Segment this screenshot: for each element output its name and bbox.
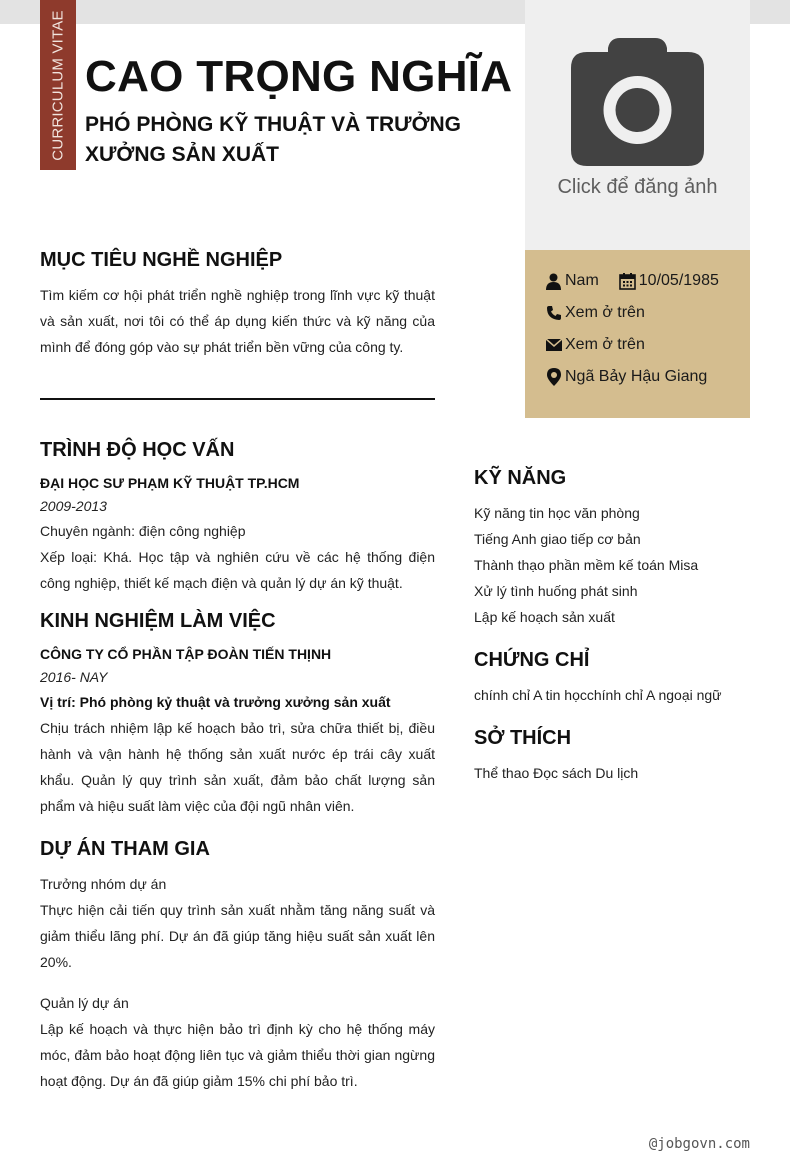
cv-tag-text: CURRICULUM VITAE [49, 9, 67, 161]
calendar-icon [619, 273, 636, 290]
projects-heading: DỰ ÁN THAM GIA [40, 838, 210, 860]
contact-address: Ngã Bảy Hậu Giang [565, 368, 708, 385]
education-detail: Xếp loại: Khá. Học tập và nghiên cứu về các hệ thống điện công nghiệp, thiết kế mạch điện và quản lý dự án kỹ thuật. [40, 549, 435, 591]
location-pin-icon [545, 369, 562, 386]
contact-address-row [545, 368, 707, 386]
candidate-name: CAO TRỌNG NGHĨA [85, 52, 513, 101]
skill-item: Kỹ năng tin học văn phòng [474, 505, 640, 521]
contact-phone-row [545, 304, 645, 322]
camera-icon [570, 36, 705, 166]
skill-item: Xử lý tình huống phát sinh [474, 583, 638, 599]
education-heading: TRÌNH ĐỘ HỌC VẤN [40, 439, 235, 461]
experience-period: 2016- NAY [40, 669, 108, 685]
candidate-role: PHÓ PHÒNG KỸ THUẬT VÀ TRƯỞNG XƯỞNG SẢN XUẤT [85, 113, 462, 166]
hobbies-text: Thể thao Đọc sách Du lịch [474, 765, 639, 781]
experience-heading: KINH NGHIỆM LÀM VIỆC [40, 610, 276, 632]
experience-company: CÔNG TY CỔ PHẦN TẬP ĐOÀN TIẾN THỊNH [40, 646, 332, 662]
skill-item: Tiếng Anh giao tiếp cơ bản [474, 531, 641, 547]
education-major: Chuyên ngành: điện công nghiệp [40, 523, 246, 539]
watermark: @jobgovn.com [648, 1136, 750, 1152]
certificates-heading: CHỨNG CHỈ [474, 649, 590, 671]
person-icon [545, 273, 562, 290]
hobbies-heading: SỞ THÍCH [474, 727, 572, 749]
phone-icon [545, 305, 562, 322]
curriculum-vitae-tag [40, 0, 76, 170]
photo-upload-label: Click để đăng ảnh [557, 176, 718, 198]
certificates-text: chính chỉ A tin họcchính chỉ A ngoại ngữ [474, 687, 722, 703]
contact-email-row [545, 336, 645, 354]
project-detail: Thực hiện cải tiến quy trình sản xuất nhằm tăng năng suất và giảm thiểu lãng phí. Dự án đã giúp tăng hiệu suất sản xuất lên 20%. [40, 902, 435, 970]
project-role: Quản lý dự án [40, 995, 129, 1011]
contact-email: Xem ở trên [565, 336, 645, 353]
contact-gender: Nam [565, 272, 599, 289]
objective-text: Tìm kiếm cơ hội phát triển nghề nghiệp trong lĩnh vực kỹ thuật và sản xuất, nơi tôi có thể áp dụng kiến thức và kỹ năng của mình để đóng góp vào sự phát triển bền vững của công ty. [40, 287, 435, 355]
experience-position: Vị trí: Phó phòng kỷ thuật và trưởng xưởng sản xuất [40, 694, 391, 710]
experience-detail: Chịu trách nhiệm lập kế hoạch bảo trì, sửa chữa thiết bị, điều hành và vận hành hệ thống sản xuất nước ép trái cây xuất khẩu. Quản lý quy trình sản xuất, đảm bảo chất lượng sản phẩm và hiệu suất làm việc của đội ngũ nhân viên. [40, 720, 435, 814]
project-detail: Lập kế hoạch và thực hiện bảo trì định kỳ cho hệ thống máy móc, đảm bảo hoạt động liên tục và giảm thiểu thời gian ngừng hoạt động. Dự án đã giúp giảm 15% chi phí bảo trì. [40, 1021, 435, 1089]
envelope-icon [545, 337, 562, 354]
education-period: 2009-2013 [40, 498, 107, 514]
project-role: Trưởng nhóm dự án [40, 876, 167, 892]
skill-item: Thành thạo phần mềm kế toán Misa [474, 557, 699, 573]
skill-item: Lập kế hoạch sản xuất [474, 609, 615, 625]
contact-phone: Xem ở trên [565, 304, 645, 321]
photo-upload[interactable] [525, 0, 750, 250]
education-school: ĐẠI HỌC SƯ PHẠM KỸ THUẬT TP.HCM [40, 475, 300, 491]
contact-gender-row [545, 272, 719, 290]
objective-heading: MỤC TIÊU NGHỀ NGHIỆP [40, 249, 283, 271]
contact-birthdate: 10/05/1985 [638, 272, 719, 289]
contact-box [525, 250, 750, 418]
skills-heading: KỸ NĂNG [474, 467, 567, 489]
section-divider [40, 398, 435, 400]
